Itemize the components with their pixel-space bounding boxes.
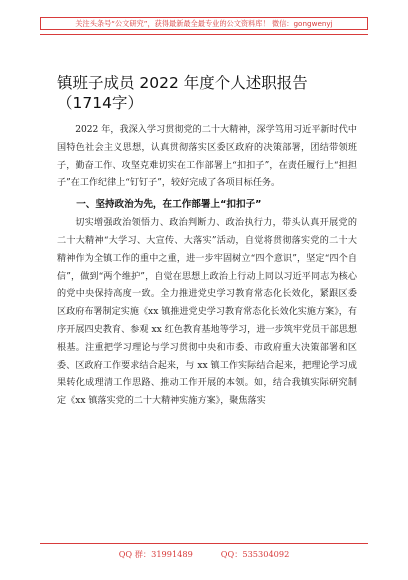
footer-qq: QQ：535304092 (220, 549, 290, 559)
header-banner-text: 关注头条号“公文研究”，获得最新最全最专业的公文资料库！ 微信：gongwenyj (75, 18, 333, 28)
section-1-heading: 一、坚持政治为先，在工作部署上“扣扣子” (76, 199, 262, 211)
section-1-paragraph: 切实增强政治领悟力、政治判断力、政治执行力，带头认真开展党的二十大精神“大学习、大宣传、大落实”活动，自觉将贯彻落实党的二十大精神作为全镇工作的重中之重，进一步牢固树立“四个意识”，坚定“四个自信”，做到“两个维护”，自觉在思想上政治上行动上同以习近平同志为核心的党中央保持高度一致。全力推进党史学习教育常态化长效化，紧跟区委区政府布署制定实施《xx 镇推进党史学习教育常态化长效化实施方案》，有序开展四史教育、参观 xx 红色教育基地等学习，进一步筑牢党员干部思想根基。注重把学习理论与学习贯彻中央和市委、市政府重大决策部署和区委、区政府工作要求结合起来，与 xx 镇工作实际结合起来，把理论学习成果转化成理清工作思路、推动工作开展的本领。如，结合我镇实际研究制定《xx 镇落实党的二十大精神实施方案》，聚焦落实 (57, 218, 357, 407)
document-body (57, 122, 357, 411)
header-divider (40, 34, 368, 35)
footer-qq-group: QQ 群：31991489 (118, 549, 193, 559)
footer (40, 549, 368, 560)
header-banner (40, 17, 368, 30)
intro-paragraph: 2022 年，我深入学习贯彻党的二十大精神，深学笃用习近平新时代中国特色社会主义思想，认真贯彻落实区委区政府的决策部署，团结带领班子，勤奋工作、攻坚克难切实在工作部署上“扣扣子”，在责任履行上“担担子”在工作纪律上“钉钉子”，较好完成了各项目标任务。 (57, 125, 357, 189)
footer-divider (40, 543, 368, 544)
document-title: 镇班子成员 2022 年度个人述职报告（1714字） (57, 74, 308, 112)
